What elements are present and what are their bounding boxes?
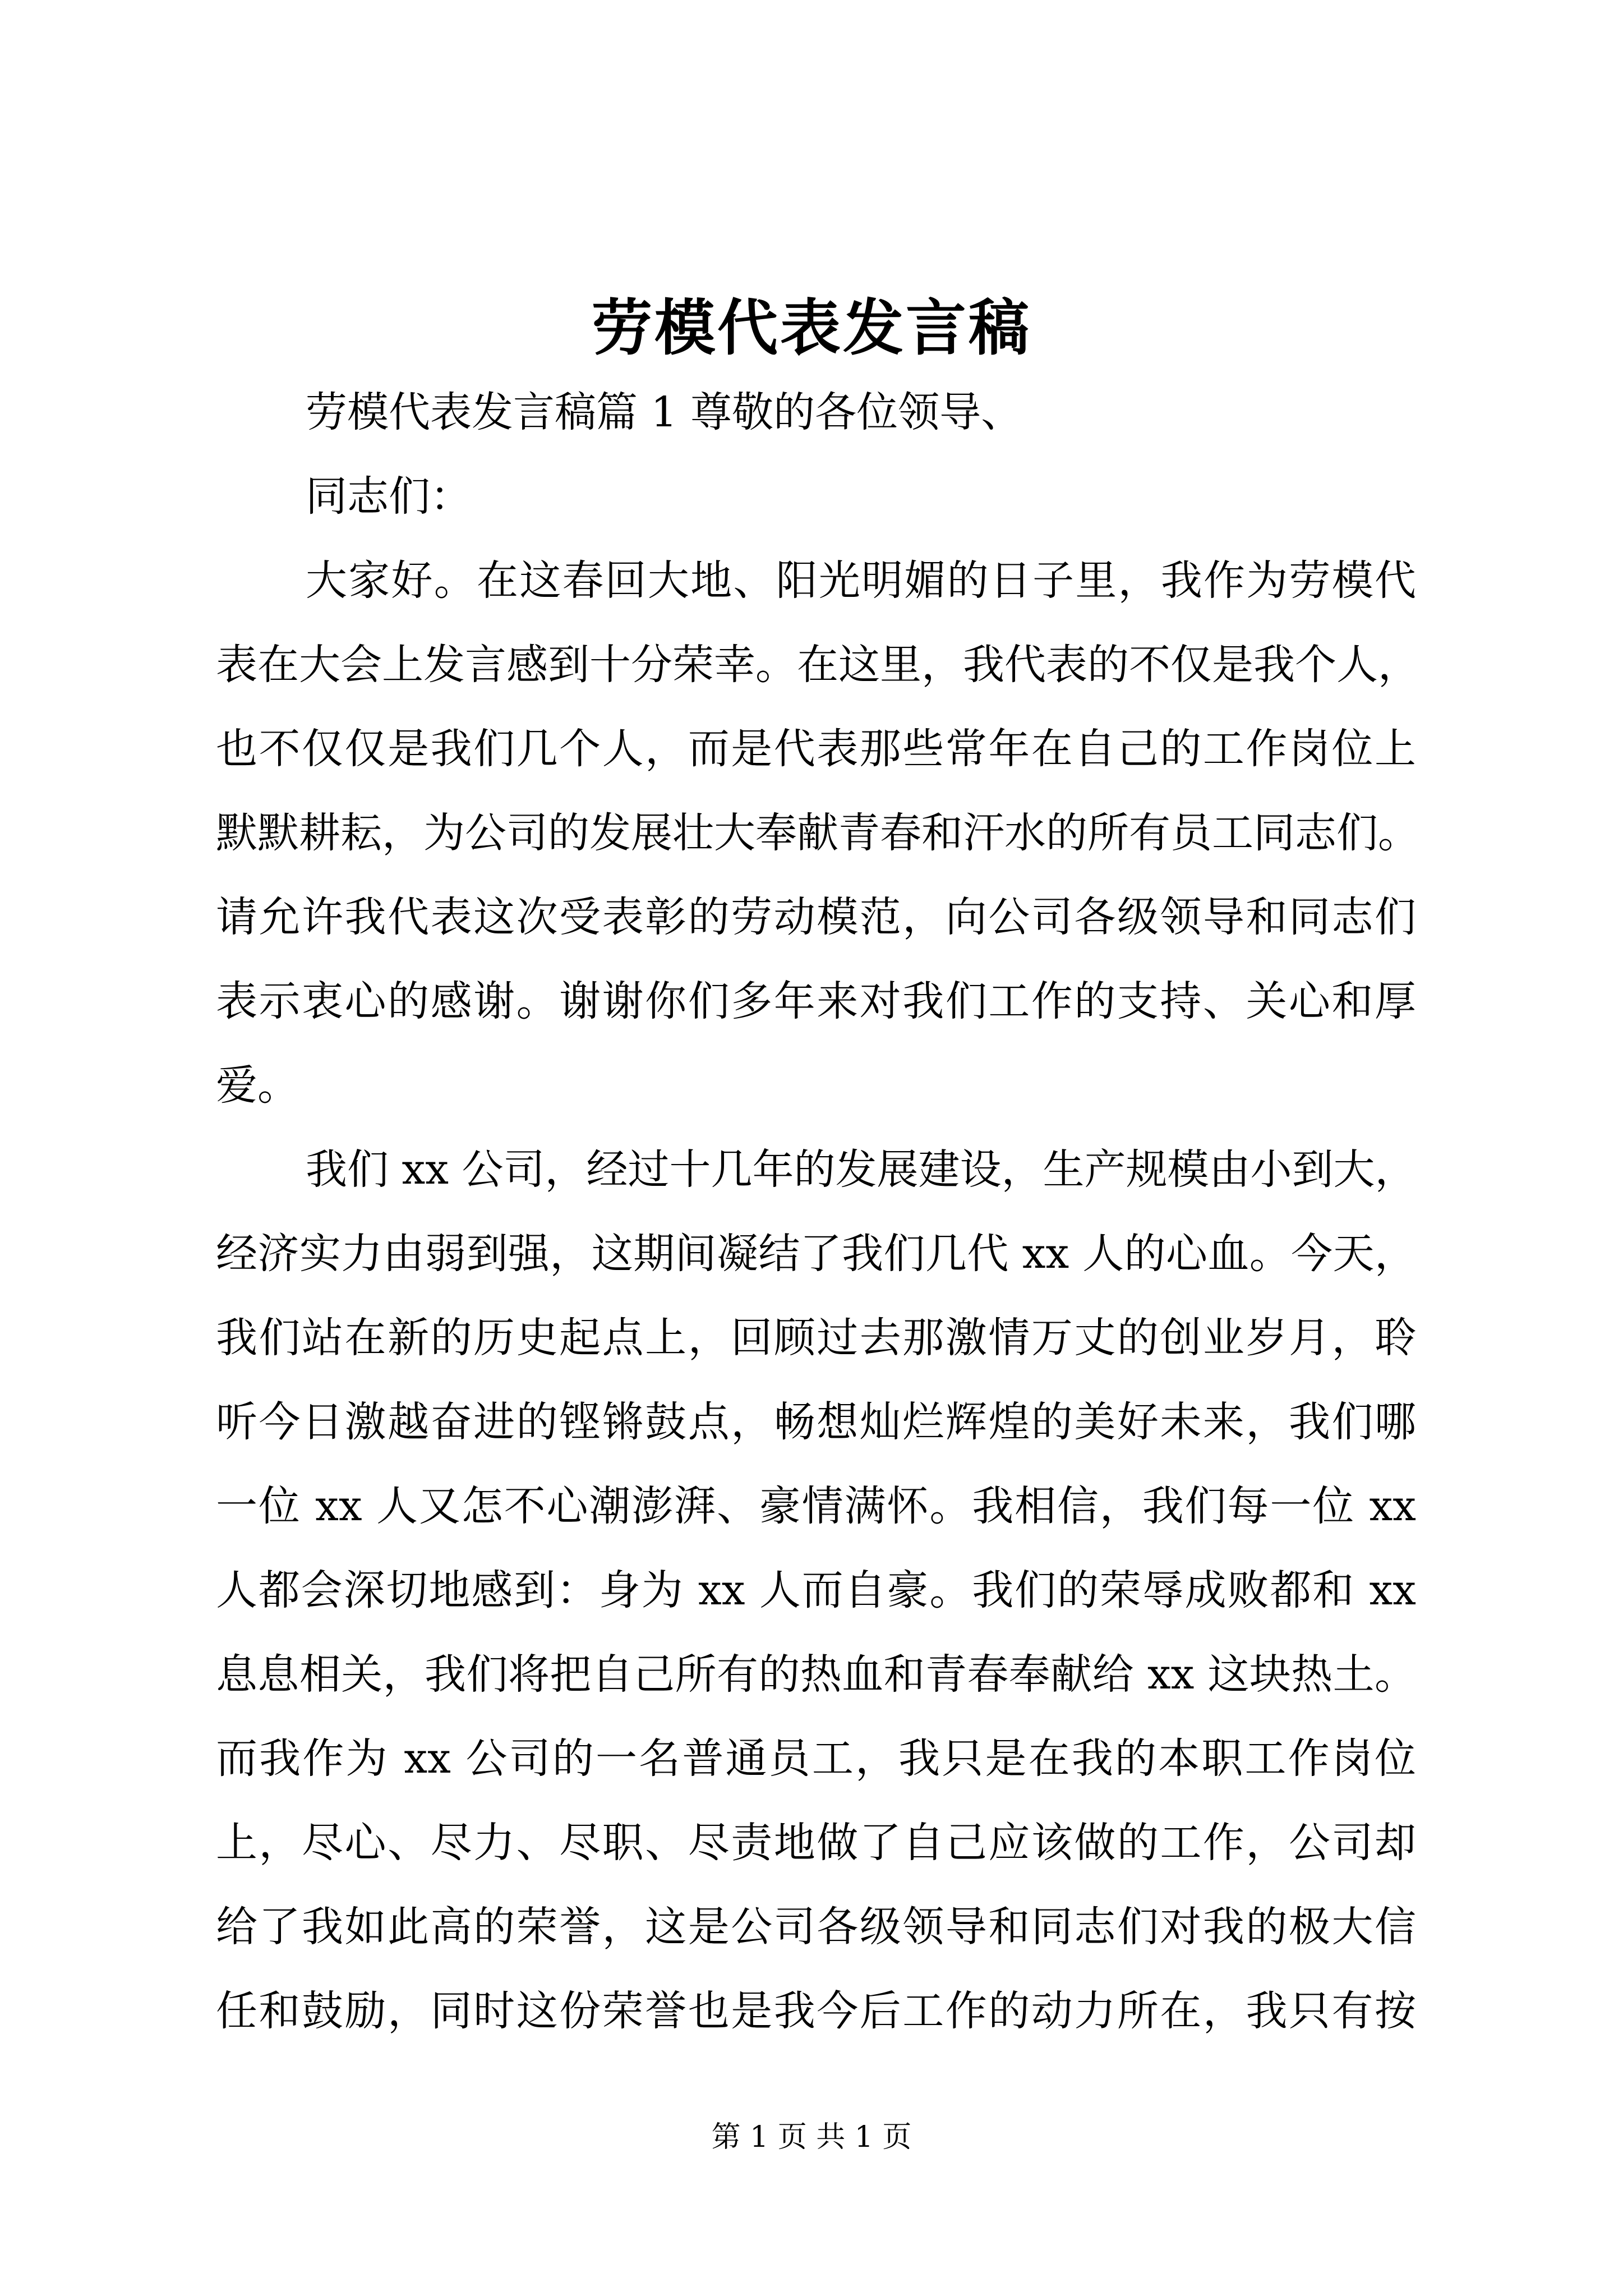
- paragraph-line: 而我作为 xx 公司的一名普通员工，我只是在我的本职工作岗位: [216, 1734, 1416, 1783]
- page-title: 劳模代表发言稿: [591, 293, 1031, 364]
- paragraph-line: 表示衷心的感谢。谢谢你们多年来对我们工作的支持、关心和厚: [216, 977, 1416, 1025]
- paragraph-line: 默默耕耘，为公司的发展壮大奉献青春和汗水的所有员工同志们。: [216, 809, 1419, 857]
- paragraph-line: 人都会深切地感到：身为 xx 人而自豪。我们的荣辱成败都和 xx: [216, 1566, 1416, 1614]
- paragraph-line: 爱。: [216, 1061, 299, 1110]
- paragraph-line: 请允许我代表这次受表彰的劳动模范，向公司各级领导和同志们: [216, 893, 1416, 941]
- paragraph-line: 一位 xx 人又怎不心潮澎湃、豪情满怀。我相信，我们每一位 xx: [216, 1482, 1416, 1530]
- paragraph-line: 表在大会上发言感到十分荣幸。在这里，我代表的不仅是我个人，: [216, 641, 1419, 689]
- paragraph-line: 我们 xx 公司，经过十几年的发展建设，生产规模由小到大，: [306, 1145, 1417, 1194]
- page-footer: 第 1 页 共 1 页: [711, 2120, 912, 2154]
- document-body: [216, 370, 1419, 2053]
- paragraph-line: 我们站在新的历史起点上，回顾过去那激情万丈的创业岁月，聆: [216, 1314, 1416, 1362]
- paragraph-line: 上，尽心、尽力、尽职、尽责地做了自己应该做的工作，公司却: [216, 1819, 1416, 1867]
- paragraph-line: 听今日激越奋进的铿锵鼓点，畅想灿烂辉煌的美好未来，我们哪: [216, 1398, 1416, 1446]
- paragraph-line: 大家好。在这春回大地、阳光明媚的日子里，我作为劳模代: [306, 556, 1416, 605]
- paragraph-line: 也不仅仅是我们几个人，而是代表那些常年在自己的工作岗位上: [216, 725, 1416, 773]
- paragraph-line: 劳模代表发言稿篇 1 尊敬的各位领导、: [306, 388, 1023, 436]
- paragraph-line: 经济实力由弱到强，这期间凝结了我们几代 xx 人的心血。今天，: [216, 1230, 1416, 1278]
- paragraph-line: 息息相关，我们将把自己所有的热血和青春奉献给 xx 这块热土。: [216, 1650, 1416, 1699]
- paragraph-line: 任和鼓励，同时这份荣誉也是我今后工作的动力所在，我只有按: [216, 1987, 1416, 2035]
- paragraph-line: 给了我如此高的荣誉，这是公司各级领导和同志们对我的极大信: [216, 1903, 1416, 1951]
- paragraph-line: 同志们：: [306, 472, 472, 521]
